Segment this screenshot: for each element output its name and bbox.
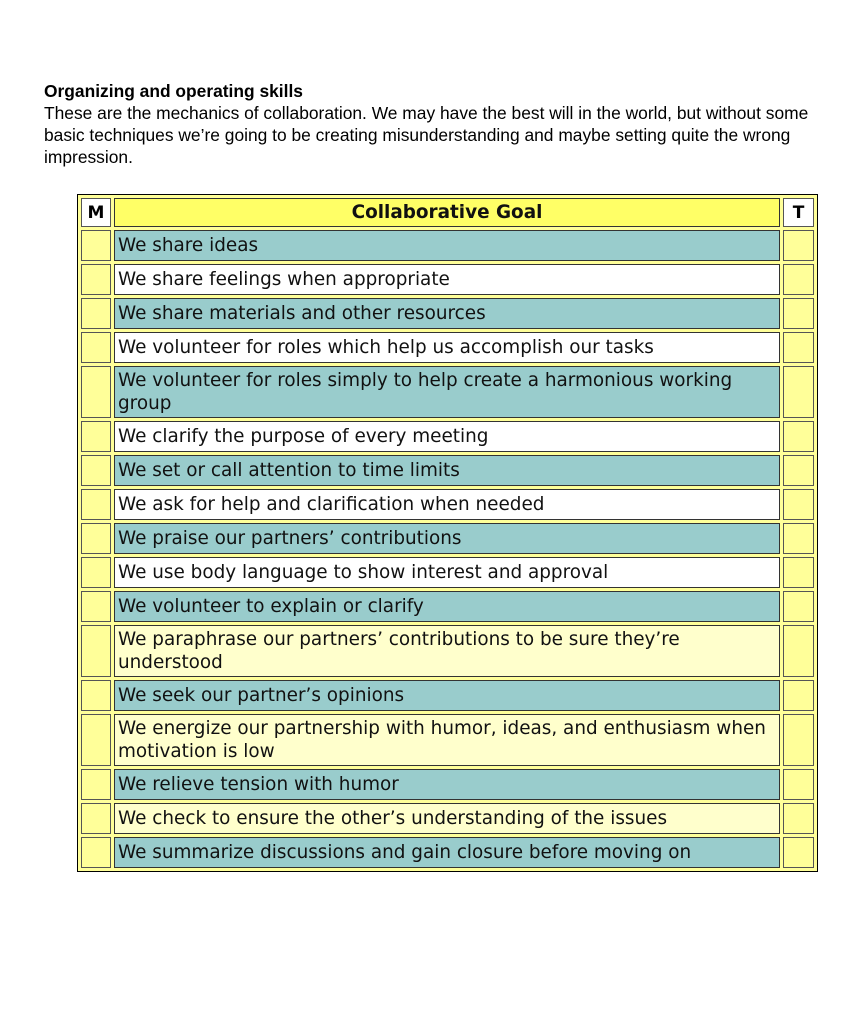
mark-t-checkbox[interactable] [783, 421, 814, 452]
mark-m-checkbox[interactable] [81, 714, 111, 766]
collaborative-goals-table [77, 194, 818, 872]
section-description: These are the mechanics of collaboration. We may have the best will in the world, but without some basic techniques we’re going to be creating misunderstanding and maybe setting quite the wrong impression. [44, 103, 809, 167]
table-row [81, 366, 814, 418]
section-heading: Organizing and operating skills [44, 81, 303, 101]
table-row [81, 557, 814, 588]
table-row [81, 523, 814, 554]
table-row [81, 455, 814, 486]
mark-m-checkbox[interactable] [81, 557, 111, 588]
table-row [81, 264, 814, 295]
goal-text: We praise our partners’ contributions [114, 523, 780, 554]
table-row [81, 625, 814, 677]
header-mark-t: T [783, 198, 814, 227]
goal-text: We ask for help and clarification when needed [114, 489, 780, 520]
mark-t-checkbox[interactable] [783, 366, 814, 418]
goal-text: We share ideas [114, 230, 780, 261]
mark-t-checkbox[interactable] [783, 769, 814, 800]
goal-text: We paraphrase our partners’ contributions to be sure they’re understood [114, 625, 780, 677]
mark-m-checkbox[interactable] [81, 680, 111, 711]
mark-m-checkbox[interactable] [81, 421, 111, 452]
mark-t-checkbox[interactable] [783, 714, 814, 766]
table-row [81, 298, 814, 329]
table-row [81, 230, 814, 261]
mark-t-checkbox[interactable] [783, 680, 814, 711]
mark-m-checkbox[interactable] [81, 455, 111, 486]
table-header-row [81, 198, 814, 227]
mark-t-checkbox[interactable] [783, 332, 814, 363]
mark-t-checkbox[interactable] [783, 455, 814, 486]
table-row [81, 332, 814, 363]
goal-text: We volunteer for roles which help us accomplish our tasks [114, 332, 780, 363]
mark-m-checkbox[interactable] [81, 769, 111, 800]
table-row [81, 489, 814, 520]
mark-m-checkbox[interactable] [81, 298, 111, 329]
mark-m-checkbox[interactable] [81, 332, 111, 363]
mark-t-checkbox[interactable] [783, 625, 814, 677]
mark-m-checkbox[interactable] [81, 489, 111, 520]
mark-m-checkbox[interactable] [81, 803, 111, 834]
goal-text: We clarify the purpose of every meeting [114, 421, 780, 452]
mark-t-checkbox[interactable] [783, 837, 814, 868]
mark-t-checkbox[interactable] [783, 591, 814, 622]
mark-t-checkbox[interactable] [783, 489, 814, 520]
header-mark-m: M [81, 198, 111, 227]
mark-m-checkbox[interactable] [81, 230, 111, 261]
table-row [81, 714, 814, 766]
goal-text: We seek our partner’s opinions [114, 680, 780, 711]
table-row [81, 769, 814, 800]
table-row [81, 837, 814, 868]
goal-text: We share materials and other resources [114, 298, 780, 329]
goal-text: We check to ensure the other’s understanding of the issues [114, 803, 780, 834]
goal-text: We relieve tension with humor [114, 769, 780, 800]
mark-m-checkbox[interactable] [81, 264, 111, 295]
mark-t-checkbox[interactable] [783, 298, 814, 329]
goal-text: We volunteer for roles simply to help create a harmonious working group [114, 366, 780, 418]
mark-m-checkbox[interactable] [81, 366, 111, 418]
table-row [81, 591, 814, 622]
mark-t-checkbox[interactable] [783, 523, 814, 554]
mark-t-checkbox[interactable] [783, 230, 814, 261]
intro-section [44, 80, 814, 168]
table-row [81, 803, 814, 834]
goal-text: We summarize discussions and gain closure before moving on [114, 837, 780, 868]
goal-text: We use body language to show interest and approval [114, 557, 780, 588]
goal-text: We share feelings when appropriate [114, 264, 780, 295]
goal-text: We set or call attention to time limits [114, 455, 780, 486]
goal-text: We energize our partnership with humor, ideas, and enthusiasm when motivation is low [114, 714, 780, 766]
mark-m-checkbox[interactable] [81, 625, 111, 677]
mark-m-checkbox[interactable] [81, 591, 111, 622]
table-row [81, 680, 814, 711]
mark-t-checkbox[interactable] [783, 264, 814, 295]
mark-m-checkbox[interactable] [81, 523, 111, 554]
mark-t-checkbox[interactable] [783, 557, 814, 588]
header-collaborative-goal: Collaborative Goal [114, 198, 780, 227]
table-body [81, 230, 814, 868]
mark-m-checkbox[interactable] [81, 837, 111, 868]
mark-t-checkbox[interactable] [783, 803, 814, 834]
goal-text: We volunteer to explain or clarify [114, 591, 780, 622]
table-row [81, 421, 814, 452]
